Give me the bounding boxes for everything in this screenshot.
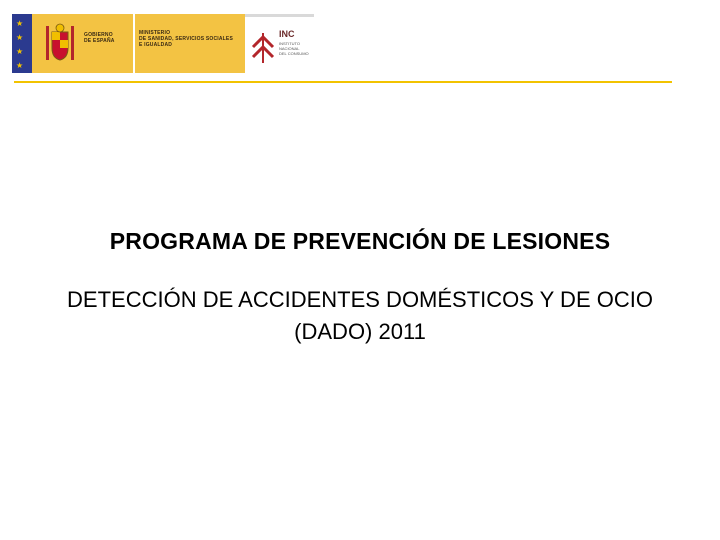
header-rule	[14, 81, 672, 83]
subtitle-line-1: DETECCIÓN DE ACCIDENTES DOMÉSTICOS Y DE OCIO	[67, 287, 653, 312]
inc-subtitle: INSTITUTO NACIONAL DEL CONSUMO	[279, 41, 309, 56]
eu-stars-strip	[12, 14, 32, 73]
inc-title: INC	[279, 29, 295, 39]
star-icon: ★	[16, 61, 24, 70]
coat-of-arms-icon	[40, 22, 80, 66]
star-icon: ★	[16, 19, 24, 28]
star-icon: ★	[16, 33, 24, 42]
slide-title: PROGRAMA DE PREVENCIÓN DE LESIONES	[109, 228, 611, 254]
ministerio-text: MINISTERIO DE SANIDAD, SERVICIOS SOCIALES E IGUALDAD	[139, 30, 233, 48]
inc-logo	[245, 14, 314, 73]
subtitle-line-2: (DADO) 2011	[294, 319, 426, 344]
slide-subtitle	[30, 284, 690, 348]
header-logos	[12, 14, 314, 73]
ministerio-logo	[135, 14, 245, 73]
gobierno-logo	[32, 14, 133, 73]
inc-emblem-icon	[251, 29, 275, 65]
star-icon: ★	[16, 47, 24, 56]
gobierno-text: GOBIERNO DE ESPAÑA	[84, 32, 115, 44]
